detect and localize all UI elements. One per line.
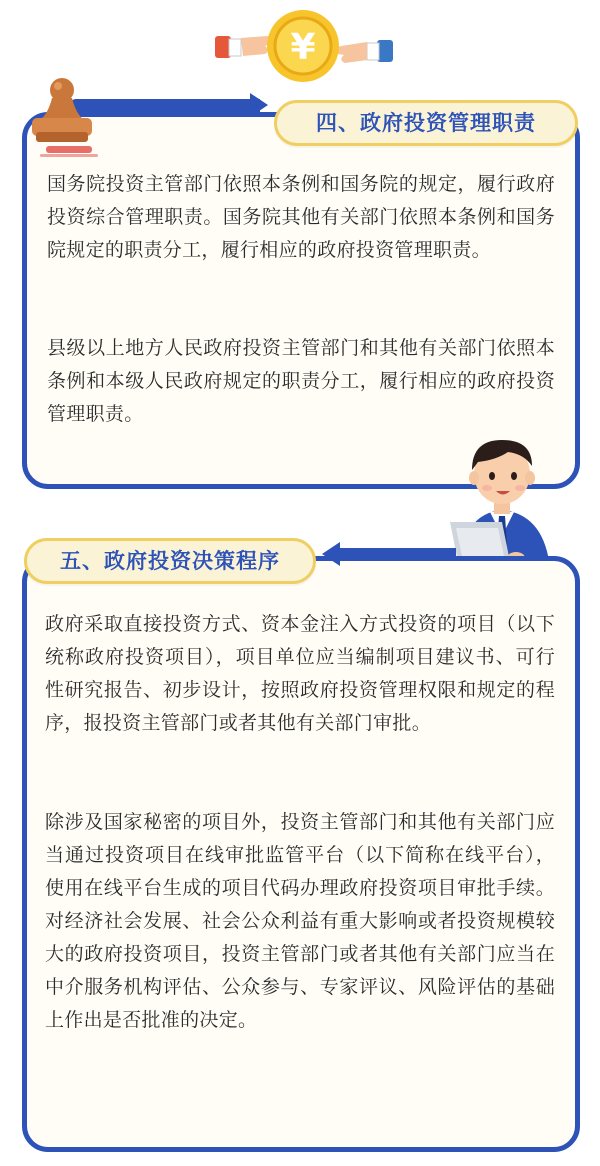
- section-4-paragraph-1: 国务院投资主管部门依照本条例和国务院的规定，履行政府投资综合管理职责。国务院其他有关部门依照本条例和国务院规定的职责分工，履行相应的政府投资管理职责。: [47, 173, 555, 261]
- svg-text:¥: ¥: [290, 27, 316, 68]
- section-5-arrow-bar: [336, 548, 456, 560]
- section-4-paragraph-2: 县级以上地方人民政府投资主管部门和其他有关部门依照本条例和本级人民政府规定的职责分工，履行相应的政府投资管理职责。: [47, 337, 555, 425]
- section-5-paragraph-1: 政府采取直接投资方式、资本金注入方式投资的项目（以下统称政府投资项目），项目单位应当编制项目建议书、可行性研究报告、初步设计，按照政府投资管理权限和规定的程序，报投资主管部门或者其他有关部门审批。: [45, 613, 555, 734]
- section-4-title: 四、政府投资管理职责: [274, 100, 578, 146]
- section-5-paragraph-2: 除涉及国家秘密的项目外，投资主管部门和其他有关部门应当通过投资项目在线审批监管平台（以下简称在线平台），使用在线平台生成的项目代码办理政府投资项目审批手续。对经济社会发展、社会公众利益有重大影响或者投资规模较大的政府投资项目，投资主管部门或者其他有关部门应当在中介服务机构评估、公众参与、专家评议、风险评估的基础上作出是否批准的决定。: [45, 811, 555, 1031]
- businessman-with-laptop-icon: [432, 418, 572, 568]
- section-5-title: 五、政府投资决策程序: [24, 538, 316, 584]
- section-4-arrow-head: [250, 93, 268, 117]
- official-seal-stamp-icon: [22, 74, 106, 160]
- section-5-panel: [22, 556, 580, 1152]
- hands-exchanging-yuan-coin-icon: [205, 6, 405, 88]
